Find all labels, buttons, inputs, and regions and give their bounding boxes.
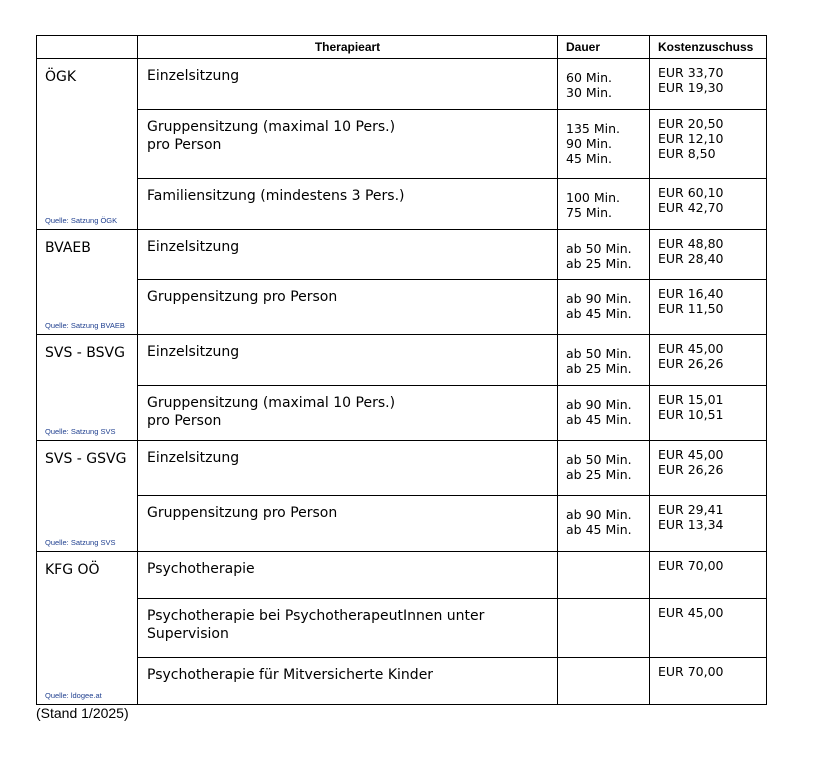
cost-cell	[650, 386, 767, 441]
cost-line: EUR 29,41	[658, 502, 724, 517]
therapy-cell	[138, 552, 558, 599]
therapy-line: Einzelsitzung	[147, 344, 240, 360]
header-insurer	[37, 36, 138, 59]
insurer-name: SVS - BSVG	[45, 345, 125, 361]
therapy-line: Gruppensitzung pro Person	[147, 505, 338, 521]
therapy-cell	[138, 59, 558, 110]
cost-line: EUR 11,50	[658, 301, 724, 316]
cost-line: EUR 16,40	[658, 286, 724, 301]
duration-line: ab 25 Min.	[566, 361, 632, 376]
cost-line: EUR 70,00	[658, 558, 724, 573]
duration-line: 90 Min.	[566, 136, 613, 151]
cost-line: EUR 70,00	[658, 664, 724, 679]
duration-line: ab 25 Min.	[566, 467, 632, 482]
cost-cell	[650, 496, 767, 552]
duration-line: 30 Min.	[566, 85, 613, 100]
cost-line: EUR 45,00	[658, 341, 724, 356]
duration-line: 45 Min.	[566, 151, 613, 166]
therapy-line: Gruppensitzung (maximal 10 Pers.)	[147, 119, 396, 135]
table-row	[37, 335, 767, 386]
duration-line: 60 Min.	[566, 70, 613, 85]
cost-line: EUR 19,30	[658, 80, 724, 95]
cost-cell	[650, 335, 767, 386]
cost-line: EUR 42,70	[658, 200, 724, 215]
duration-line: 100 Min.	[566, 190, 620, 205]
therapy-cell	[138, 230, 558, 280]
duration-line: ab 45 Min.	[566, 412, 632, 427]
therapy-cell	[138, 110, 558, 179]
cost-cell	[650, 441, 767, 496]
header-therapy: Therapieart	[138, 36, 558, 59]
cost-cell	[650, 280, 767, 335]
cost-cell	[650, 179, 767, 230]
duration-line: ab 90 Min.	[566, 291, 632, 306]
therapy-line: Einzelsitzung	[147, 239, 240, 255]
insurer-name: ÖGK	[45, 69, 77, 85]
table-row	[37, 441, 767, 496]
insurer-cell	[37, 552, 138, 705]
table-row	[37, 179, 767, 230]
cost-line: EUR 28,40	[658, 251, 724, 266]
cost-line: EUR 60,10	[658, 185, 724, 200]
cost-line: EUR 12,10	[658, 131, 724, 146]
therapy-cell	[138, 441, 558, 496]
insurer-cell	[37, 59, 138, 230]
table-row	[37, 658, 767, 705]
therapy-line: Psychotherapie bei PsychotherapeutInnen unter	[147, 608, 485, 624]
therapy-cell	[138, 280, 558, 335]
therapy-line: Psychotherapie für Mitversicherte Kinder	[147, 667, 434, 683]
therapy-line: Gruppensitzung (maximal 10 Pers.)	[147, 395, 396, 411]
source-note: Quelle: ldogee.at	[45, 691, 102, 700]
duration-cell	[558, 230, 650, 280]
cost-line: EUR 45,00	[658, 447, 724, 462]
duration-cell	[558, 280, 650, 335]
cost-line: EUR 33,70	[658, 65, 724, 80]
cost-line: EUR 10,51	[658, 407, 724, 422]
duration-cell	[558, 658, 650, 705]
therapy-line: Familiensitzung (mindestens 3 Pers.)	[147, 188, 405, 204]
duration-cell	[558, 335, 650, 386]
duration-line: ab 25 Min.	[566, 256, 632, 271]
insurer-name: SVS - GSVG	[45, 451, 127, 467]
therapy-cell	[138, 496, 558, 552]
insurer-cell	[37, 335, 138, 441]
duration-cell	[558, 552, 650, 599]
duration-line: ab 45 Min.	[566, 522, 632, 537]
duration-line: ab 50 Min.	[566, 346, 632, 361]
table-row	[37, 496, 767, 552]
table-row	[37, 230, 767, 280]
cost-cell	[650, 599, 767, 658]
duration-line: 135 Min.	[566, 121, 620, 136]
duration-cell	[558, 110, 650, 179]
table-row	[37, 552, 767, 599]
duration-cell	[558, 496, 650, 552]
subsidy-table	[36, 35, 767, 705]
table-row	[37, 386, 767, 441]
duration-line: ab 50 Min.	[566, 452, 632, 467]
therapy-line: Gruppensitzung pro Person	[147, 289, 338, 305]
header-duration: Dauer	[558, 36, 650, 59]
source-note: Quelle: Satzung SVS	[45, 538, 116, 547]
cost-cell	[650, 552, 767, 599]
duration-cell	[558, 179, 650, 230]
duration-line: ab 45 Min.	[566, 306, 632, 321]
cost-cell	[650, 230, 767, 280]
table-row	[37, 59, 767, 110]
cost-cell	[650, 110, 767, 179]
therapy-cell	[138, 658, 558, 705]
cost-cell	[650, 658, 767, 705]
cost-line: EUR 8,50	[658, 146, 716, 161]
insurer-name: KFG OÖ	[45, 562, 100, 578]
duration-cell	[558, 386, 650, 441]
duration-cell	[558, 59, 650, 110]
cost-cell	[650, 59, 767, 110]
header-cost: Kostenzuschuss	[650, 36, 767, 59]
insurer-cell	[37, 441, 138, 552]
source-note: Quelle: Satzung BVAEB	[45, 321, 125, 330]
duration-cell	[558, 441, 650, 496]
cost-line: EUR 26,26	[658, 462, 724, 477]
cost-line: EUR 48,80	[658, 236, 724, 251]
cost-line: EUR 15,01	[658, 392, 724, 407]
insurer-name: BVAEB	[45, 240, 91, 256]
therapy-cell	[138, 599, 558, 658]
table-row	[37, 280, 767, 335]
duration-line: ab 90 Min.	[566, 397, 632, 412]
source-note: Quelle: Satzung ÖGK	[45, 216, 118, 225]
duration-line: ab 90 Min.	[566, 507, 632, 522]
insurer-cell	[37, 230, 138, 335]
cost-line: EUR 13,34	[658, 517, 724, 532]
therapy-line: pro Person	[147, 137, 222, 153]
table-row	[37, 599, 767, 658]
therapy-line: Einzelsitzung	[147, 68, 240, 84]
cost-line: EUR 20,50	[658, 116, 724, 131]
therapy-cell	[138, 386, 558, 441]
therapy-line: Einzelsitzung	[147, 450, 240, 466]
cost-line: EUR 45,00	[658, 605, 724, 620]
therapy-line: pro Person	[147, 413, 222, 429]
therapy-cell	[138, 335, 558, 386]
table-body	[37, 59, 767, 705]
therapy-line: Supervision	[147, 626, 229, 642]
cost-line: EUR 26,26	[658, 356, 724, 371]
header-row	[37, 36, 767, 59]
therapy-line: Psychotherapie	[147, 561, 255, 577]
therapy-cell	[138, 179, 558, 230]
table-row	[37, 110, 767, 179]
source-note: Quelle: Satzung SVS	[45, 427, 116, 436]
status-date: (Stand 1/2025)	[36, 705, 129, 721]
duration-cell	[558, 599, 650, 658]
duration-line: 75 Min.	[566, 205, 613, 220]
duration-line: ab 50 Min.	[566, 241, 632, 256]
